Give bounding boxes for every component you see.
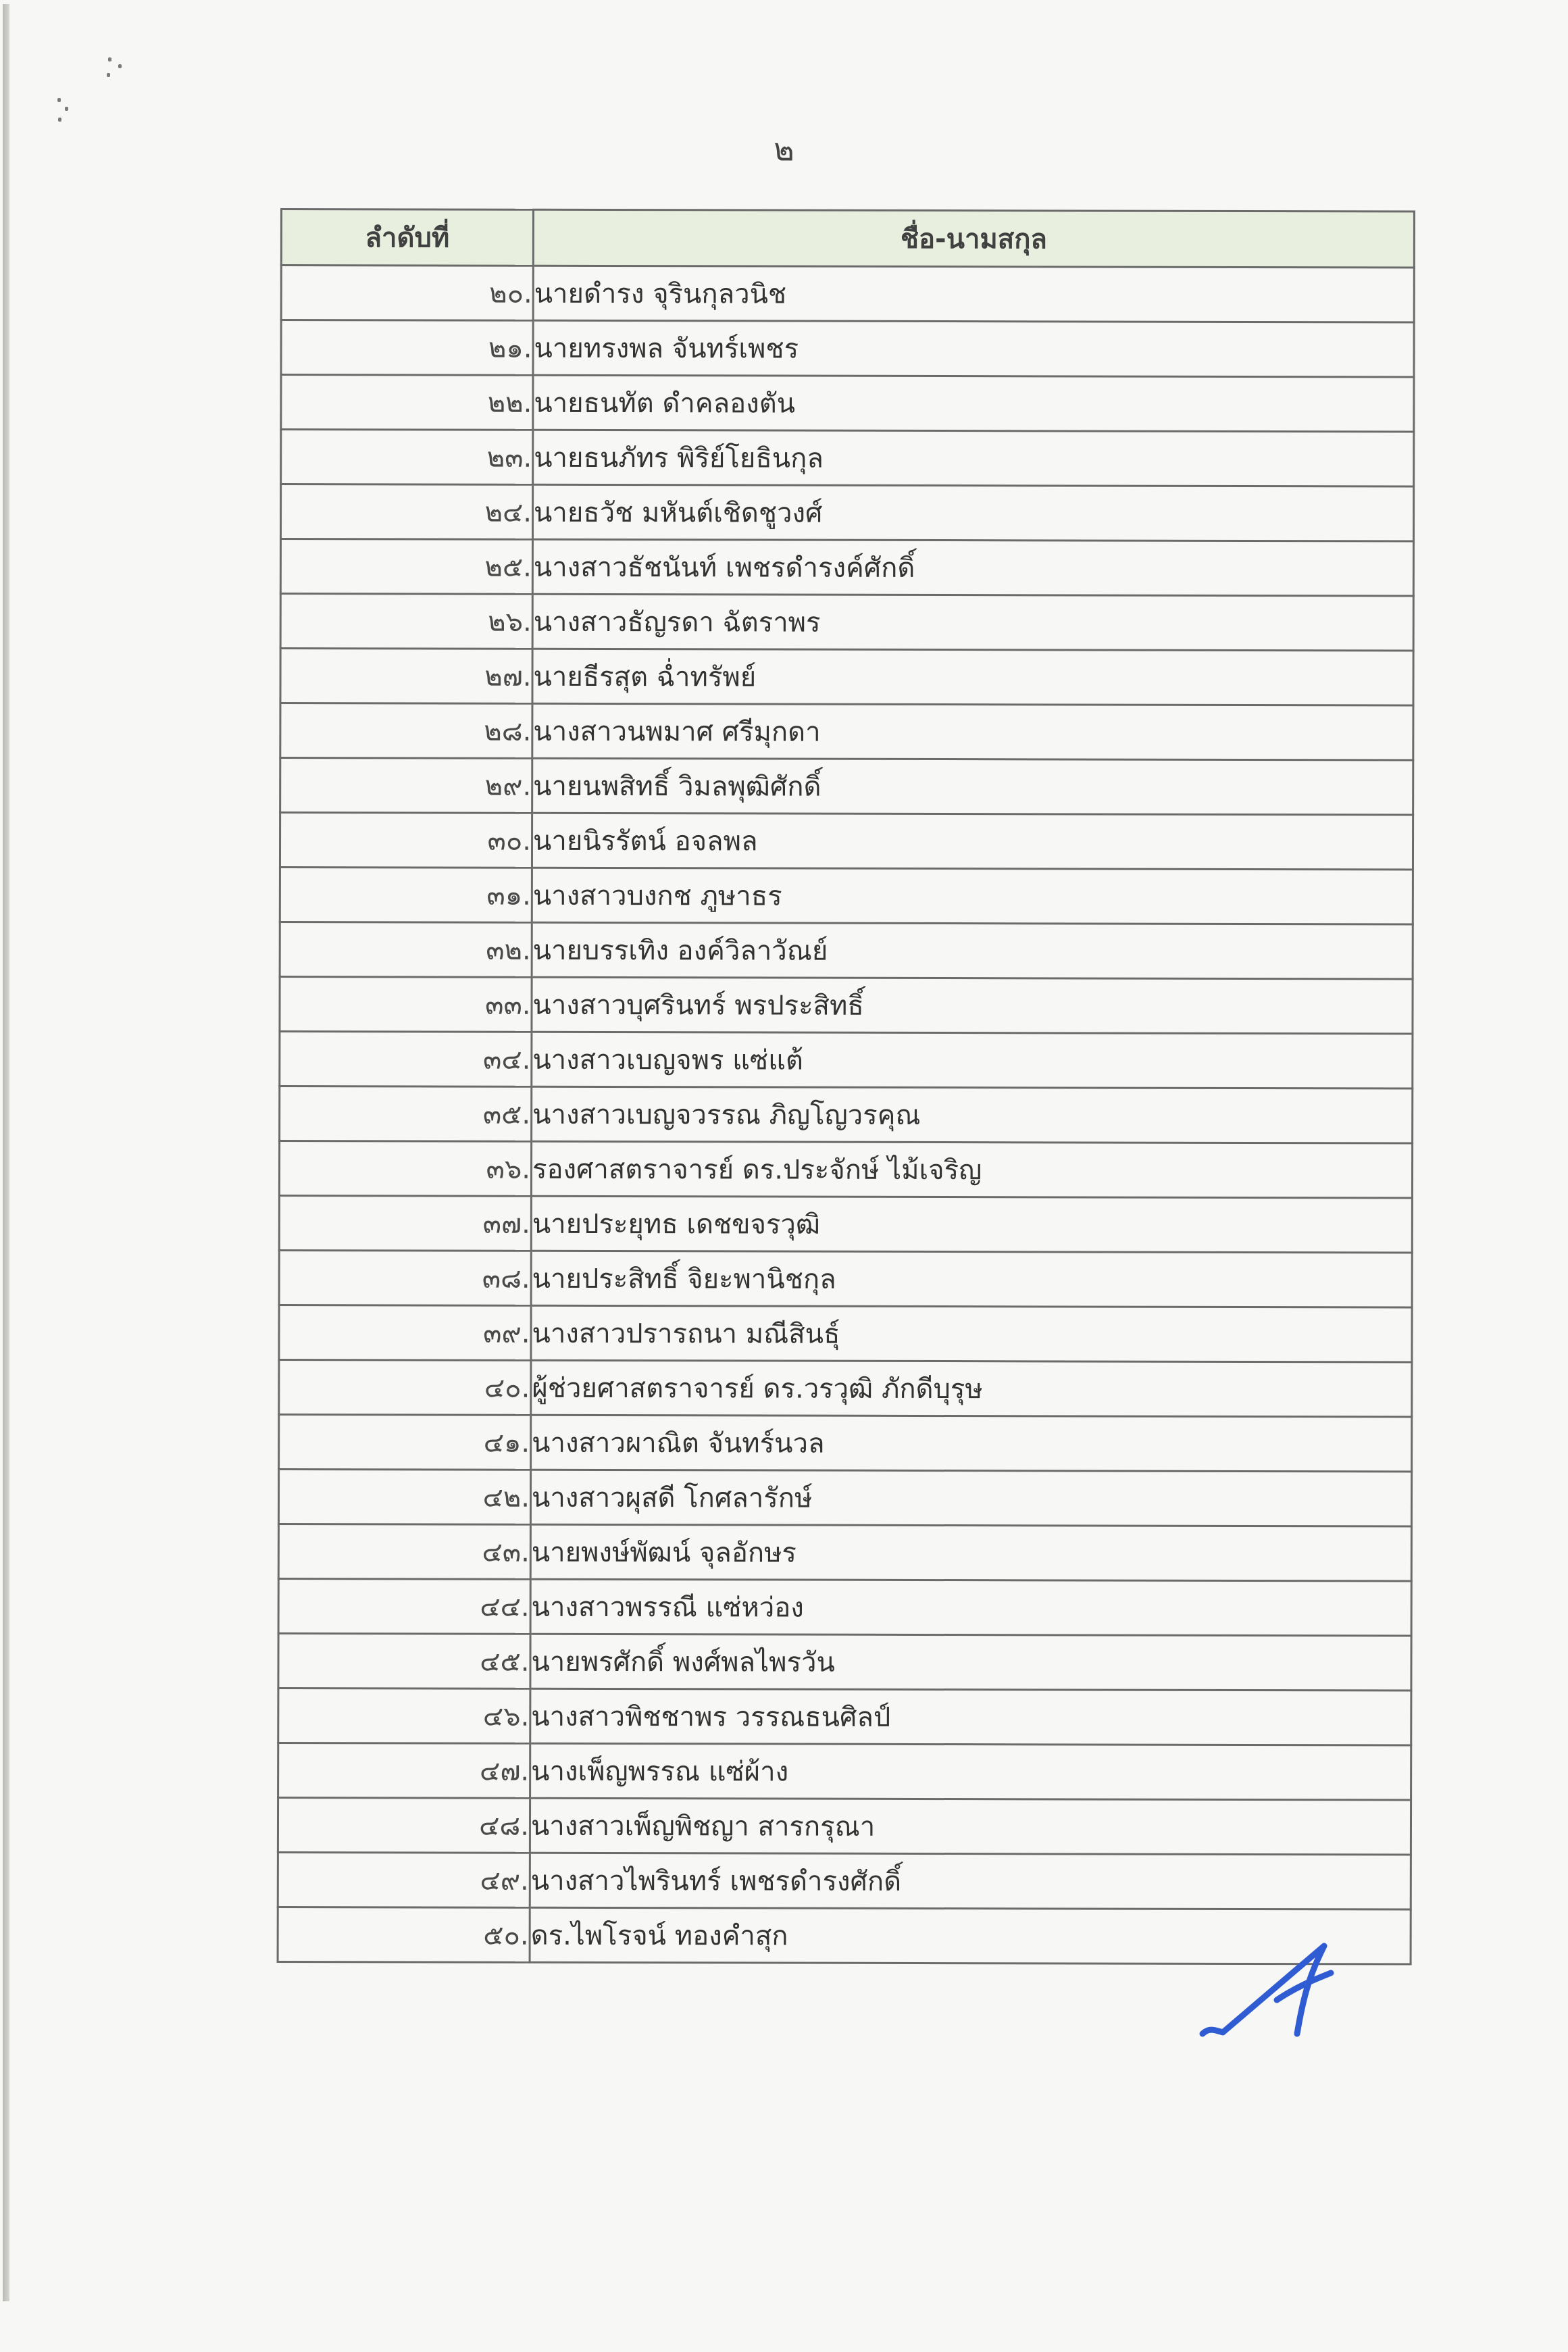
row-order-number: ๓๗. — [279, 1195, 531, 1251]
row-full-name: นายนพสิทธิ์ วิมลพุฒิศักดิ์ — [532, 758, 1413, 815]
table-row — [280, 758, 1413, 816]
row-full-name: นายธนภัทร พิริย์โยธินกุล — [533, 430, 1414, 486]
row-order-number: ๒๕. — [280, 539, 532, 595]
row-full-name: นายบรรเทิง องค์วิลาวัณย์ — [532, 922, 1413, 979]
table-row — [280, 977, 1413, 1034]
table-row — [278, 1578, 1411, 1636]
table-row — [279, 1305, 1412, 1362]
table-row — [280, 813, 1413, 870]
row-order-number: ๓๔. — [280, 1032, 532, 1087]
row-order-number: ๒๔. — [280, 484, 532, 540]
scan-edge-shadow — [3, 4, 9, 2301]
table-row — [278, 1688, 1411, 1745]
table-row — [278, 1633, 1411, 1691]
roster-table — [277, 208, 1415, 1966]
row-full-name: ดร.ไพโรจน์ ทองคำสุก — [530, 1907, 1411, 1964]
row-full-name: นายทรงพล จันทร์เพชร — [533, 320, 1414, 377]
table-row — [278, 1743, 1411, 1800]
row-order-number: ๓๘. — [279, 1250, 531, 1305]
row-full-name: นางสาวบงกช ภูษาธร — [532, 868, 1413, 924]
row-order-number: ๓๕. — [280, 1086, 532, 1142]
signature-icon — [1196, 1932, 1351, 2041]
row-order-number: ๔๗. — [278, 1743, 530, 1798]
table-row — [278, 1797, 1411, 1855]
row-order-number: ๔๖. — [278, 1688, 530, 1743]
row-full-name: นายธวัช มหันต์เชิดชูวงศ์ — [532, 484, 1413, 541]
row-full-name: นายประสิทธิ์ จิยะพานิชกุล — [531, 1251, 1412, 1307]
row-order-number: ๒๓. — [281, 430, 533, 485]
table-row — [280, 1086, 1413, 1144]
row-order-number: ๒๘. — [280, 703, 532, 759]
table-row — [278, 1852, 1411, 1909]
table-row — [279, 1359, 1412, 1417]
row-full-name: ผู้ช่วยศาสตราจารย์ ดร.วรวุฒิ ภักดีบุรุษ — [531, 1360, 1412, 1417]
row-order-number: ๒๑. — [281, 320, 533, 376]
row-order-number: ๓๑. — [280, 868, 532, 923]
row-full-name: นายธีรสุต ฉ่ำทรัพย์ — [532, 649, 1413, 705]
row-order-number: ๒๐. — [281, 266, 533, 321]
row-full-name: นางสาวผาณิต จันทร์นวล — [531, 1415, 1412, 1472]
row-order-number: ๔๔. — [278, 1578, 530, 1634]
table-row — [280, 868, 1413, 925]
row-order-number: ๔๐. — [279, 1359, 531, 1415]
row-full-name: นางสาวไพรินทร์ เพชรดำรงศักดิ์ — [530, 1853, 1411, 1909]
row-full-name: นางสาวพิชชาพร วรรณธนศิลป์ — [530, 1688, 1411, 1745]
dust-specks — [54, 54, 135, 135]
roster-table-container — [277, 208, 1415, 1966]
row-full-name: นางสาวเบญจพร แซ่แต้ — [532, 1032, 1413, 1089]
table-row — [280, 484, 1413, 542]
row-full-name: นายพรศักดิ์ พงศ์พลไพรวัน — [530, 1634, 1411, 1691]
row-full-name: นางสาวเบญจวรรณ ภิญโญวรคุณ — [532, 1086, 1413, 1143]
table-row — [280, 922, 1413, 980]
row-order-number: ๔๓. — [278, 1524, 530, 1579]
table-row — [280, 703, 1413, 761]
table-body — [278, 266, 1414, 1965]
table-row — [279, 1250, 1412, 1307]
row-full-name: นางสาวนพมาศ ศรีมุกดา — [532, 703, 1413, 760]
table-row — [281, 266, 1414, 323]
table-row — [279, 1414, 1412, 1472]
row-full-name: นายดำรง จุรินกุลวนิช — [533, 266, 1414, 322]
row-order-number: ๔๒. — [278, 1469, 530, 1524]
row-order-number: ๔๙. — [278, 1852, 530, 1907]
table-row — [281, 320, 1414, 378]
row-order-number: ๔๘. — [278, 1797, 530, 1853]
header-order: ลำดับที่ — [281, 209, 533, 266]
table-row — [281, 375, 1414, 432]
row-order-number: ๔๕. — [278, 1633, 530, 1688]
row-order-number: ๓๓. — [280, 977, 532, 1032]
row-full-name: รองศาสตราจารย์ ดร.ประจักษ์ ไม้เจริญ — [531, 1141, 1412, 1198]
table-row — [279, 1141, 1412, 1199]
table-header-row — [281, 209, 1414, 268]
row-order-number: ๒๒. — [281, 375, 533, 430]
table-row — [280, 1032, 1413, 1089]
row-full-name: นางสาวผุสดี โกศลารักษ์ — [530, 1470, 1411, 1526]
row-full-name: นางสาวบุศรินทร์ พรประสิทธิ์ — [532, 977, 1413, 1034]
table-row — [280, 539, 1413, 597]
row-order-number: ๒๙. — [280, 758, 532, 814]
table-row — [280, 649, 1413, 706]
row-order-number: ๔๑. — [279, 1414, 531, 1470]
table-row — [278, 1524, 1411, 1581]
row-full-name: นางสาวธัชนันท์ เพชรดำรงค์ศักดิ์ — [532, 539, 1413, 596]
table-row — [281, 430, 1414, 487]
page-number: ๒ — [774, 131, 794, 168]
row-order-number: ๕๐. — [278, 1907, 530, 1962]
table-row — [279, 1195, 1412, 1253]
row-full-name: นายนิรรัตน์ อจลพล — [532, 813, 1413, 870]
row-full-name: นางสาวพรรณี แซ่หว่อง — [530, 1579, 1411, 1636]
row-full-name: นางเพ็ญพรรณ แซ่ผ้าง — [530, 1743, 1411, 1800]
row-full-name: นายธนทัต ดำคลองตัน — [533, 375, 1414, 432]
row-full-name: นางสาวปรารถนา มณีสินธุ์ — [531, 1305, 1412, 1362]
row-order-number: ๓๖. — [279, 1141, 531, 1197]
table-row — [278, 1469, 1411, 1526]
row-order-number: ๓๐. — [280, 813, 532, 868]
row-order-number: ๒๗. — [280, 649, 532, 704]
row-order-number: ๒๖. — [280, 594, 532, 649]
row-order-number: ๓๙. — [279, 1305, 531, 1360]
row-full-name: นางสาวธัญรดา ฉัตราพร — [532, 594, 1413, 651]
row-full-name: นางสาวเพ็ญพิชญา สารกรุณา — [530, 1798, 1411, 1855]
table-row — [280, 594, 1413, 651]
row-full-name: นายประยุทธ เดชขจรวุฒิ — [531, 1196, 1412, 1253]
row-order-number: ๓๒. — [280, 922, 532, 978]
header-name: ชื่อ-นามสกุล — [533, 209, 1414, 268]
row-full-name: นายพงษ์พัฒน์ จุลอักษร — [530, 1524, 1411, 1581]
